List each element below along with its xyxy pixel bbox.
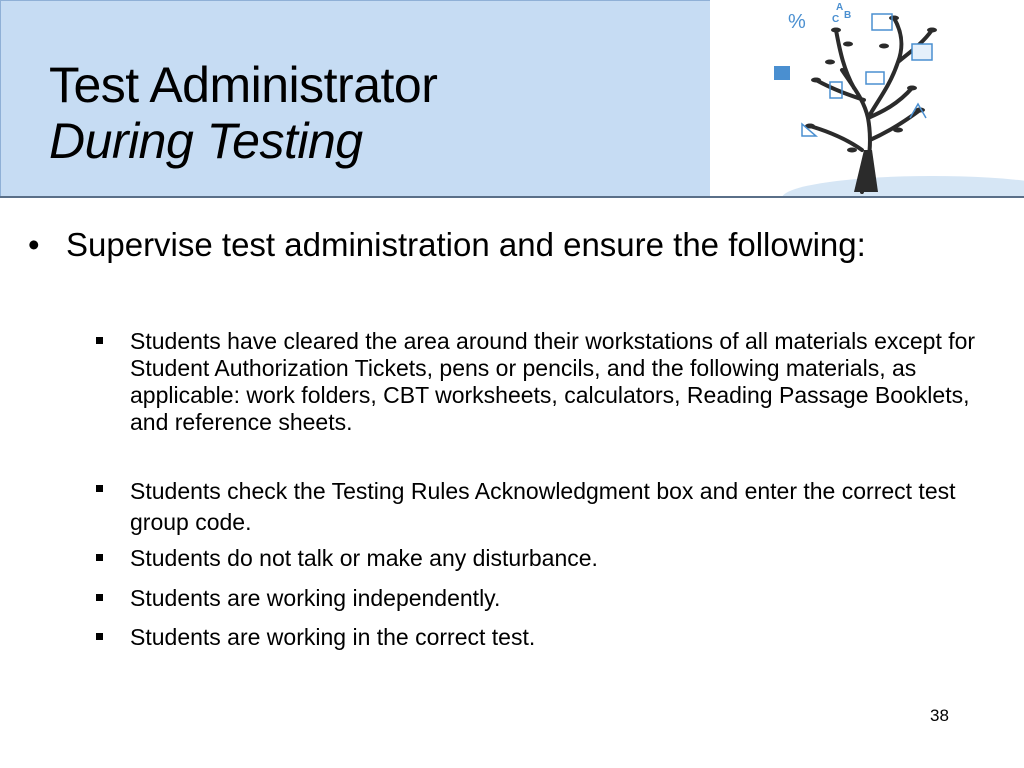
- square-bullet-icon: [96, 485, 103, 492]
- svg-text:A: A: [836, 2, 844, 13]
- sub-bullet-text: Students check the Testing Rules Acknowledgment box and enter the correct test group code.: [130, 478, 956, 535]
- sub-bullet-text: Students do not talk or make any disturbance.: [130, 545, 598, 571]
- slide-subtitle: During Testing: [49, 113, 363, 169]
- square-bullet-icon: [96, 594, 103, 601]
- sub-bullet-text: Students are working independently.: [130, 585, 501, 611]
- sub-bullet-text: Students are working in the correct test.: [130, 624, 536, 650]
- sub-bullet-text: Students have cleared the area around their workstations of all materials except for Student Authorization Tickets, pens or pencils, and the following materials, as applicable: work folders, CBT worksheets, calculators, Reading Passage Booklets, and reference sheets.: [130, 328, 976, 435]
- svg-text:%: %: [788, 11, 806, 33]
- page-number: 38: [930, 706, 949, 725]
- square-bullet-icon: [96, 337, 103, 344]
- slide-title: Test Administrator: [49, 57, 438, 113]
- bullet-dot: •: [28, 226, 40, 263]
- main-bullet-text: Supervise test administration and ensure the following:: [66, 226, 866, 263]
- square-bullet-icon: [96, 554, 103, 561]
- svg-text:C: C: [832, 14, 840, 25]
- svg-text:B: B: [844, 10, 852, 21]
- square-bullet-icon: [96, 633, 103, 640]
